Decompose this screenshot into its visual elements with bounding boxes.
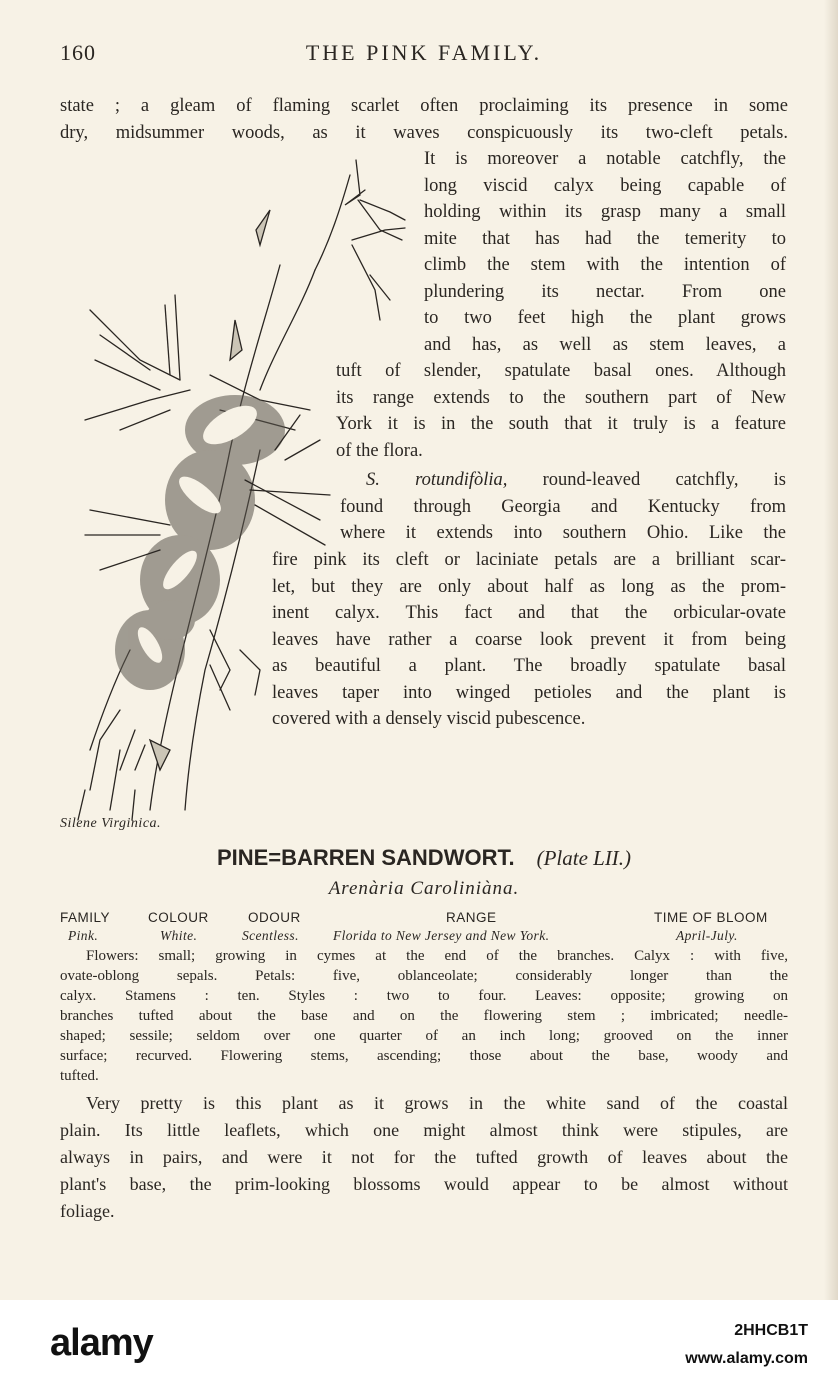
plant-latin-name: Arenària Caroliniàna. <box>328 878 520 899</box>
stock-footer <box>0 1300 838 1390</box>
text-line: let, but they are only about half as long as the prom- <box>272 576 786 597</box>
facts-header-colour: COLOUR <box>148 910 209 925</box>
text-line: It is moreover a notable catchfly, the <box>424 149 786 169</box>
text-line: Very pretty is this plant as it grows in the white sand of the coastal <box>86 1093 788 1113</box>
text-line: its range extends to the southern part of New <box>336 387 786 408</box>
page-number: 160 <box>60 40 96 65</box>
text-line: branches tufted about the base and on the flowering stem ; imbricated; needle- <box>60 1008 788 1024</box>
fire-pink-paragraph <box>272 547 786 733</box>
text-line: holding within its grasp many a small <box>424 202 786 222</box>
text-line: mite that has had the temerity to <box>424 228 786 249</box>
rotundifolia-paragraph <box>340 467 786 547</box>
text-line: long viscid calyx being capable of <box>424 175 786 196</box>
text-line: always in pairs, and were it not for the tufted growth of leaves about the <box>60 1147 788 1167</box>
text-line: Flowers: small; growing in cymes at the end of the branches. Calyx : with five, <box>86 948 788 964</box>
text-line: S. rotundifòlia, round-leaved catchfly, is <box>366 470 787 490</box>
facts-value-odour: Scentless. <box>242 928 299 943</box>
text-line: plain. Its little leaflets, which one might almost think were stipules, are <box>60 1120 788 1140</box>
stock-url: www.alamy.com <box>685 1350 808 1367</box>
text-line: inent calyx. This fact and that the orbicular-ovate <box>272 603 786 623</box>
text-line: shaped; sessile; seldom over one quarter of an inch long; grooved on the inner <box>60 1028 788 1044</box>
range-paragraph <box>336 358 786 464</box>
species-name: S. rotundifòlia, <box>366 470 508 490</box>
page-edge-shadow <box>824 0 838 1300</box>
text-line: foliage. <box>60 1201 115 1221</box>
text-line: to two feet high the plant grows <box>424 308 786 328</box>
text-line: leaves taper into winged petioles and the plant is <box>272 682 786 703</box>
text-line: dry, midsummer woods, as it waves conspicuously its two-cleft petals. <box>60 122 788 143</box>
text-line: ovate-oblong sepals. Petals: five, oblanceolate; considerably longer than the <box>60 968 788 984</box>
facts-value-colour: White. <box>160 928 198 943</box>
text-line: plundering its nectar. From one <box>424 281 786 302</box>
botanical-description <box>60 946 788 1086</box>
text-line: climb the stem with the intention of <box>424 255 786 275</box>
text-line: plant's base, the prim-looking blossoms would appear to be almost without <box>60 1174 788 1194</box>
plant-common-name: PINE=BARREN SANDWORT. <box>216 845 515 870</box>
intro-paragraph <box>60 93 788 146</box>
text-line: found through Georgia and Kentucky from <box>340 496 786 517</box>
text-line: fire pink its cleft or laciniate petals are a brilliant scar- <box>272 550 786 570</box>
text-line: where it extends into southern Ohio. Like the <box>340 523 786 543</box>
closing-paragraph <box>60 1090 788 1225</box>
facts-value-family: Pink. <box>68 928 99 943</box>
figure-caption: Silene Virginica. <box>60 816 162 831</box>
text-line: calyx. Stamens : ten. Styles : two to four. Leaves: opposite; growing on <box>60 988 788 1004</box>
plate-reference: (Plate LII.) <box>536 846 632 870</box>
section-title <box>60 845 788 871</box>
running-title: THE PINK FAMILY. <box>305 40 543 65</box>
text-line: leaves have rather a coarse look prevent it from being <box>272 629 786 650</box>
text-line: surface; recurved. Flowering stems, ascending; those about the base, woody and <box>60 1048 788 1064</box>
facts-header-bloom: TIME OF BLOOM <box>654 910 768 925</box>
text-line: of the flora. <box>336 440 423 461</box>
facts-header-range: RANGE <box>446 910 497 925</box>
text-line: as beautiful a plant. The broadly spatulate basal <box>272 656 786 676</box>
page-header <box>60 40 788 74</box>
facts-value-range: Florida to New Jersey and New York. <box>333 928 550 943</box>
image-id: 2HHCB1T <box>734 1322 808 1339</box>
text-line: state ; a gleam of flaming scarlet often proclaiming its presence in some <box>60 96 788 116</box>
facts-header-odour: ODOUR <box>248 910 301 925</box>
alamy-logo: alamy <box>50 1322 153 1364</box>
text-line: tuft of slender, spatulate basal ones. Although <box>336 361 786 381</box>
facts-header-family: FAMILY <box>60 910 111 925</box>
text-line: covered with a densely viscid pubescence. <box>272 709 586 729</box>
text-line: York it is in the south that it truly is a feature <box>336 414 786 434</box>
text-line: and has, as well as stem leaves, a <box>424 334 786 355</box>
catchfly-paragraph <box>424 146 786 358</box>
text-line: tufted. <box>60 1068 99 1084</box>
facts-value-bloom: April-July. <box>676 928 738 943</box>
